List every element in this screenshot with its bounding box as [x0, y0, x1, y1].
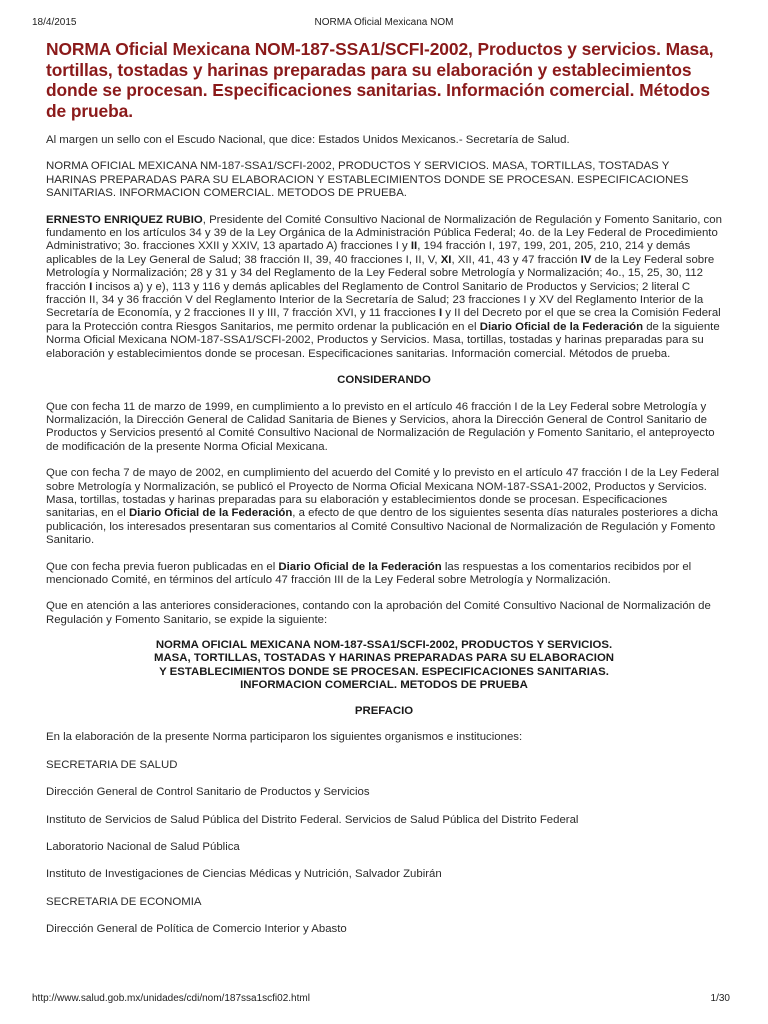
print-page-title: NORMA Oficial Mexicana NOM: [314, 17, 454, 28]
considerando-paragraph-2: [46, 467, 722, 547]
dof-reference: Diario Oficial de la Federación: [278, 560, 442, 573]
considerando-paragraph-1: Que con fecha 11 de marzo de 1999, en cumplimiento a lo previsto en el artículo 46 fracción I de la Ley Federal sobre Metrología y Normalización, la Dirección General de Calidad Sanitaria de Bienes y Servicios, ahora la Dirección General de Control Sanitario de Productos y Servicios presentó al Comité Consultivo Nacional de Normalización de Regulación y Fomento Sanitario, el anteproyecto de modificación de la presente Norma Oficial Mexicana.: [46, 400, 715, 453]
considerando-text: Que con fecha previa fueron publicadas en el: [46, 560, 279, 573]
fundamento-text: , Presidente del Comité Consultivo Nacional de Normalización de Regulación y Fomento Sanitario, con fundamento en los artículos 34 y 39 de la Ley Orgánica de la Administración Pública Federal; 4o. de la Ley Federal de Procedimiento Administrativo; 3o. fracciones XXII y XXIV, 13 apartado A) fracciones I y: [46, 213, 722, 253]
dof-reference: Diario Oficial de la Federación: [128, 507, 293, 520]
organization-item: Instituto de Investigaciones de Ciencias Médicas y Nutrición, Salvador Zubirán: [46, 868, 442, 881]
document-title: NORMA Oficial Mexicana NOM-187-SSA1/SCFI-2002, Productos y servicios. Masa, tortillas, tostadas y harinas preparadas para su elaboración y establecimientos donde se procesan. Especificaciones sanitarias. Información comercial. Métodos de prueba.: [46, 39, 714, 121]
considerando-text: las respuestas a los comentarios recibidos por el mencionado Comité, en términos del artículo 47 fracción III de la Ley Federal sobre Metrología y Normalización.: [46, 560, 692, 586]
norma-title-line: INFORMACION COMERCIAL. METODOS DE PRUEBA: [240, 678, 528, 691]
signatory-name: ERNESTO ENRIQUEZ RUBIO: [46, 213, 203, 226]
fundamento-text: , XII, 41, 43 y 47 fracción: [451, 253, 581, 266]
considerando-paragraph-4: Que en atención a las anteriores consideraciones, contando con la aprobación del Comité Consultivo Nacional de Normalización de Regulación y Fomento Sanitario, se expide la siguiente:: [46, 600, 711, 626]
organization-item: SECRETARIA DE SALUD: [46, 758, 178, 771]
norma-title-line: MASA, TORTILLAS, TOSTADAS Y HARINAS PREPARADAS PARA SU ELABORACION: [153, 652, 615, 665]
source-url: http://www.salud.gob.mx/unidades/cdi/nom/187ssa1scfi02.html: [32, 993, 310, 1004]
organization-item: SECRETARIA DE ECONOMIA: [46, 895, 202, 908]
fundamento-paragraph: [46, 214, 722, 361]
organization-item: Instituto de Servicios de Salud Pública del Distrito Federal. Servicios de Salud Pública del Distrito Federal: [46, 813, 579, 826]
print-header: [32, 17, 736, 31]
organization-item: Laboratorio Nacional de Salud Pública: [46, 841, 240, 854]
organization-item: Dirección General de Política de Comercio Interior y Abasto: [46, 923, 347, 936]
norma-caps-paragraph: NORMA OFICIAL MEXICANA NM-187-SSA1/SCFI-2002, PRODUCTOS Y SERVICIOS. MASA, TORTILLAS, TOSTADAS Y HARINAS PREPARADAS PARA SU ELABORACION Y ESTABLECIMIENTOS DONDE SE PROCESAN. ESPECIFICACIONES SANITARIAS. INFORMACION COMERCIAL. METODOS DE PRUEBA.: [46, 160, 689, 200]
norma-title-block: [46, 639, 722, 692]
norma-title-line: Y ESTABLECIMIENTOS DONDE SE PROCESAN. ESPECIFICACIONES SANITARIAS.: [159, 665, 609, 678]
page-number: 1/30: [710, 993, 730, 1004]
organization-item: Dirección General de Control Sanitario de Productos y Servicios: [46, 786, 370, 799]
sello-paragraph: Al margen un sello con el Escudo Nacional, que dice: Estados Unidos Mexicanos.- Secretaría de Salud.: [46, 134, 570, 146]
fundamento-text: de la siguiente Norma Oficial Mexicana NOM-187-SSA1/SCFI-2002, Productos y Servicios. Masa, tortillas, tostadas y harinas preparadas para su elaboración y establecimientos donde se procesan. Especificaciones sanitarias. Información comercial. Métodos de prueba.: [46, 320, 720, 360]
considerando-paragraph-3: [46, 561, 722, 588]
document-body: [46, 39, 722, 937]
fundamento-text: incisos a) y e), 113 y 116 y demás aplicables del Reglamento de Control Sanitario de Productos y Servicios; 2 literal C fracción II, 34 y 36 fracción V del Reglamento Interior de la Secretaría de Salud; 23 fracciones I y XV del Reglamento Interior de la Secretaría de Economía, y 2 fracciones II y III, 7 fracción XVI, y 11 fracciones: [46, 280, 704, 320]
print-date: 18/4/2015: [32, 17, 77, 28]
prefacio-heading: PREFACIO: [354, 705, 414, 717]
print-footer: [32, 993, 730, 1007]
considerando-text: Que con fecha 7 de mayo de 2002, en cumplimiento del acuerdo del Comité y lo previsto en el artículo 47 fracción I de la Ley Federal sobre Metrología y Normalización, se publicó el Proyecto de Norma Oficial Mexicana NOM-187-SSA1-2002, Productos y Servicios. Masa, tortillas, tostadas y harinas preparadas para su elaboración y establecimientos donde se procesan. Especificaciones sanitarias, en el: [46, 467, 720, 520]
fundamento-text: , 194 fracción I, 197, 199, 201, 205, 210, 214 y demás aplicables de la Ley General de Salud; 38 fracción II, 39, 40 fracciones I, II, V,: [46, 240, 691, 266]
prefacio-intro: En la elaboración de la presente Norma participaron los siguientes organismos e instituciones:: [46, 731, 523, 744]
considerando-text: , a efecto de que dentro de los siguientes sesenta días naturales posteriores a dicha publicación, los interesados presentaran sus comentarios al Comité Consultivo Nacional de Normalización de Regulación y Fomento Sanitario.: [46, 507, 718, 547]
norma-title-line: NORMA OFICIAL MEXICANA NOM-187-SSA1/SCFI-2002, PRODUCTOS Y SERVICIOS.: [155, 639, 613, 652]
fundamento-text: y II del Decreto por el que se crea la Comisión Federal para la Protección contra Riesgos Sanitarios, me permito ordenar la publicación en el: [46, 307, 721, 333]
fundamento-bold: I: [89, 280, 93, 293]
fundamento-bold: II: [410, 240, 418, 253]
considerando-heading: CONSIDERANDO: [337, 374, 431, 387]
fundamento-bold: I: [438, 307, 443, 320]
dof-reference: Diario Oficial de la Federación: [479, 320, 644, 333]
fundamento-bold: IV: [580, 253, 592, 266]
fundamento-bold: XI: [440, 253, 452, 266]
fundamento-text: de la Ley Federal sobre Metrología y Normalización; 28 y 31 y 34 del Reglamento de la Ley Federal sobre Metrología y Normalización; 4o., 15, 25, 30, 112 fracción: [46, 253, 715, 293]
